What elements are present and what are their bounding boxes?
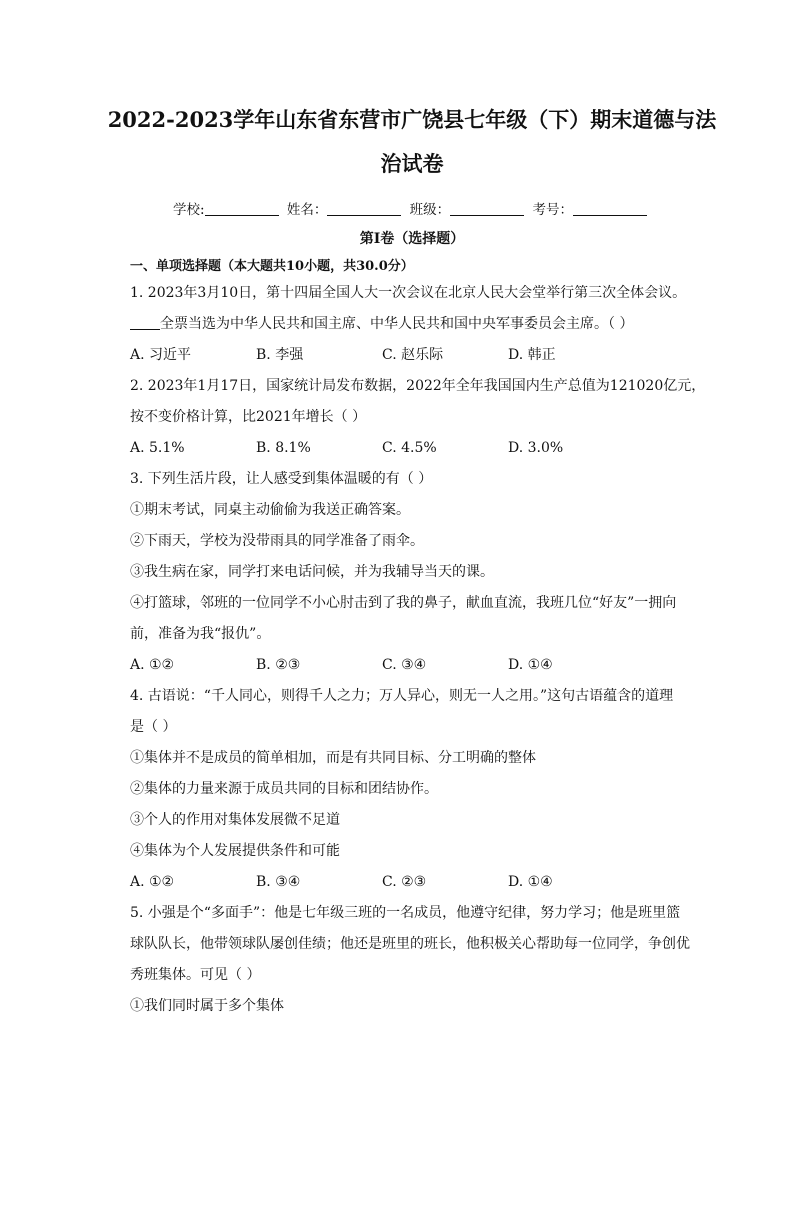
option-d[interactable]: D. ①④	[508, 874, 553, 890]
statement-item: ①期末考试，同桌主动偷偷为我送正确答案。	[130, 502, 410, 518]
question-text: 秀班集体。可见（ ）	[130, 967, 261, 983]
statement-item: ④集体为个人发展提供条件和可能	[130, 843, 340, 859]
option-b[interactable]: B. 李强	[256, 347, 304, 363]
option-c[interactable]: C. ②③	[382, 874, 427, 890]
option-a[interactable]: A. 5.1%	[130, 440, 185, 456]
option-b[interactable]: B. ②③	[256, 657, 301, 673]
school-label: 学校:	[173, 202, 205, 218]
school-blank[interactable]	[205, 201, 279, 216]
name-blank[interactable]	[327, 201, 401, 216]
statement-item: ③个人的作用对集体发展微不足道	[130, 812, 340, 828]
class-blank[interactable]	[450, 201, 524, 216]
statement-item: ③我生病在家，同学打来电话问候，并为我辅导当天的课。	[130, 564, 494, 580]
option-a[interactable]: A. ①②	[130, 874, 175, 890]
option-b[interactable]: B. ③④	[256, 874, 301, 890]
options-row	[130, 433, 694, 464]
statement-item: ②集体的力量来源于成员共同的目标和团结协作。	[130, 781, 438, 797]
option-c[interactable]: C. ③④	[382, 657, 427, 673]
class-label: 班级：	[409, 202, 451, 218]
option-c[interactable]: C. 赵乐际	[382, 347, 444, 363]
question-text: 1. 2023年3月10日，第十四届全国人大一次会议在北京人民大会堂举行第三次全体会议。	[130, 285, 687, 301]
question-text: 全票当选为中华人民共和国主席、中华人民共和国中央军事委员会主席。（ ）	[130, 309, 694, 340]
answer-blank	[130, 315, 160, 330]
question-2	[130, 371, 706, 464]
exam-no-label: 考号：	[532, 202, 573, 218]
option-d[interactable]: D. ①④	[508, 657, 553, 673]
option-a[interactable]: A. 习近平	[130, 347, 192, 363]
question-5	[130, 898, 694, 1022]
question-text: 球队队长，他带领球队屡创佳绩；他还是班里的班长，他积极关心帮助每一位同学，争创优	[130, 936, 690, 952]
question-text: 3. 下列生活片段，让人感受到集体温暖的有（ ）	[130, 471, 433, 487]
option-d[interactable]: D. 3.0%	[508, 440, 564, 456]
question-1	[130, 278, 694, 371]
options-row	[130, 340, 694, 371]
exam-title	[100, 98, 724, 186]
option-d[interactable]: D. 韩正	[508, 347, 556, 363]
option-a[interactable]: A. ①②	[130, 657, 175, 673]
name-label: 姓名：	[286, 202, 328, 218]
question-text: 按不变价格计算，比2021年增长（ ）	[130, 409, 367, 425]
exam-no-blank[interactable]	[573, 201, 647, 216]
option-c[interactable]: C. 4.5%	[382, 440, 437, 456]
question-text: 2. 2023年1月17日，国家统计局发布数据，2022年全年我国国内生产总值为121020亿元，	[130, 378, 706, 394]
statement-item: ①集体并不是成员的简单相加，而是有共同目标、分工明确的整体	[130, 750, 536, 766]
question-text: 是（ ）	[130, 719, 177, 735]
student-info-row	[130, 200, 694, 220]
options-row	[130, 650, 694, 681]
title-line-1: 2022-2023学年山东省东营市广饶县七年级（下）期末道德与法	[107, 107, 717, 132]
statement-item: 前，准备为我“报仇”。	[130, 626, 271, 642]
question-text: 4. 古语说：“千人同心，则得千人之力；万人异心，则无一人之用。”这句古语蕴含的道理	[130, 688, 674, 704]
title-line-2: 治试卷	[380, 151, 444, 176]
statement-item: ④打篮球，邻班的一位同学不小心肘击到了我的鼻子，献血直流，我班几位“好友”一拥向	[130, 595, 677, 611]
statement-item: ②下雨天，学校为没带雨具的同学准备了雨伞。	[130, 533, 424, 549]
options-row	[130, 867, 694, 898]
statement-item: ①我们同时属于多个集体	[130, 998, 284, 1014]
question-4	[130, 681, 694, 898]
exam-page	[0, 98, 794, 1221]
option-b[interactable]: B. 8.1%	[256, 440, 311, 456]
question-text: 5. 小强是个“多面手”：他是七年级三班的一名成员，他遵守纪律，努力学习；他是班里篮	[130, 905, 681, 921]
part-title: 一、单项选择题（本大题共10小题，共30.0分）	[130, 259, 414, 274]
section-title: 第I卷（选择题）	[359, 231, 465, 247]
question-3	[130, 464, 694, 681]
